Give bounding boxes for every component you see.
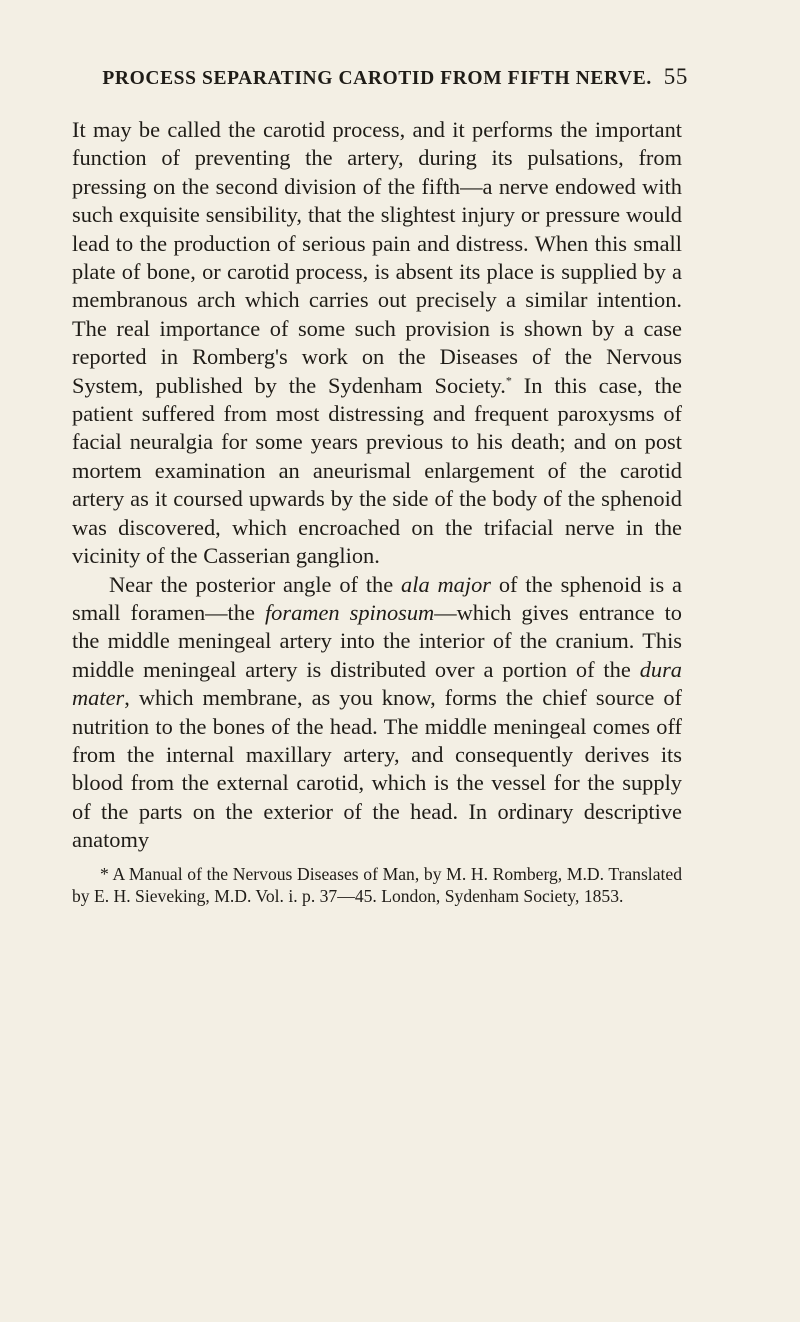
running-head	[72, 64, 688, 92]
paragraph-1-text: It may be called the carotid process, and it performs the important function of preventing the artery, during its pulsations, from pressing on the second division of the fifth—a nerve endowed with such exquisite sensibility, that the slightest injury or pressure would lead to the production of serious pain and distress. When this small plate of bone, or carotid process, is absent its place is supplied by a membranous arch which carries out precisely a similar intention. The real importance of some such provision is shown by a case reported in Romberg's work on the Diseases of the Nervous System, published by the Sydenham Society.	[72, 117, 682, 398]
term-foramen-spinosum: foramen spinosum	[264, 599, 435, 625]
term-dura-mater: dura mater	[72, 656, 682, 711]
paragraph-2-part-2: of the sphenoid is a small foramen—the	[72, 571, 682, 625]
paragraph-2-part-3: —which gives entrance to the middle meningeal artery into the interior of the cranium. This middle meningeal artery is distributed over a portion of the	[72, 599, 682, 682]
body-text	[72, 116, 682, 855]
paragraph-2	[72, 571, 682, 855]
term-ala-major: ala major	[401, 571, 492, 597]
paragraph-1-text-after: In this case, the patient suffered from most distressing and frequent paroxysms of facial neuralgia for some years previous to his death; and on post mortem examination an aneurismal enlargement of the carotid artery as it coursed upwards by the side of the body of the sphenoid was discovered, which encroached on the trifacial nerve in the vicinity of the Casserian ganglion.	[72, 372, 682, 569]
paragraph-1	[72, 116, 682, 571]
paragraph-2-part-1: Near the posterior angle of the	[109, 571, 402, 597]
page-number: 55	[663, 64, 688, 89]
running-head-title: PROCESS SEPARATING CAROTID FROM FIFTH NERVE.	[102, 68, 652, 89]
footnote: * A Manual of the Nervous Diseases of Man, by M. H. Romberg, M.D. Translated by E. H. Sieveking, M.D. Vol. i. p. 37—45. London, Sydenham Society, 1853.	[72, 863, 682, 906]
paragraph-2-part-4: , which membrane, as you know, forms the chief source of nutrition to the bones of the head. The middle meningeal comes off from the internal maxillary artery, and consequently derives its blood from the external carotid, which is the vessel for the supply of the parts on the exterior of the head. In ordinary descriptive anatomy	[72, 685, 682, 853]
footnote-marker: *	[505, 373, 512, 388]
